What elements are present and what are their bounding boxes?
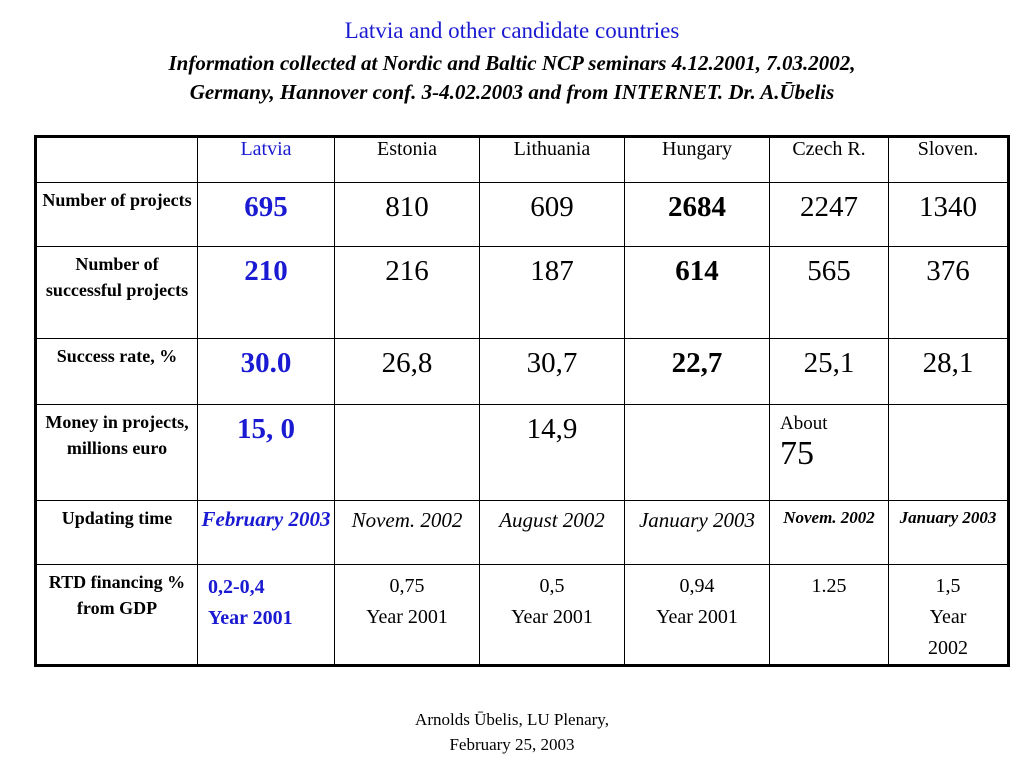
- header-slovenia: Sloven.: [889, 137, 1009, 183]
- rtd-lithuania-value: 0,5: [539, 575, 565, 597]
- czech-money-value: 75: [780, 435, 814, 472]
- rtd-lithuania-year: Year 2001: [511, 606, 593, 628]
- cell-estonia: 810: [335, 183, 480, 247]
- page-subtitle: [60, 49, 964, 107]
- cell-estonia: Novem. 2002: [335, 501, 480, 565]
- cell-slovenia: [889, 405, 1009, 501]
- cell-latvia: 30.0: [198, 339, 335, 405]
- table-row: [36, 405, 1009, 501]
- rtd-estonia-year: Year 2001: [366, 606, 448, 628]
- cell-hungary: 614: [625, 247, 770, 339]
- cell-slovenia: 1340: [889, 183, 1009, 247]
- header-row: [36, 137, 1009, 183]
- row-label-rtd: RTD financing % from GDP: [36, 565, 198, 666]
- cell-lithuania: 609: [480, 183, 625, 247]
- rtd-latvia-value: 0,2-0,4: [208, 576, 265, 598]
- cell-slovenia: [889, 565, 1009, 666]
- cell-czech: 565: [770, 247, 889, 339]
- rtd-slovenia-year-num: 2002: [928, 637, 968, 659]
- footer-author: Arnolds Ūbelis, LU Plenary,: [415, 710, 609, 729]
- table-row: [36, 183, 1009, 247]
- cell-czech: 2247: [770, 183, 889, 247]
- cell-lithuania: [480, 565, 625, 666]
- subtitle-line-2: Germany, Hannover conf. 3-4.02.2003 and from INTERNET. Dr. A.Ūbelis: [189, 80, 835, 104]
- cell-lithuania: August 2002: [480, 501, 625, 565]
- row-label-projects: Number of projects: [36, 183, 198, 247]
- cell-latvia: 15, 0: [198, 405, 335, 501]
- cell-hungary: January 2003: [625, 501, 770, 565]
- row-label-money: Money in projects, millions euro: [36, 405, 198, 501]
- rtd-latvia-year: Year 2001: [208, 607, 293, 629]
- cell-latvia: February 2003: [198, 501, 335, 565]
- cell-hungary: 22,7: [625, 339, 770, 405]
- footer: [0, 707, 1024, 757]
- table-row: [36, 339, 1009, 405]
- cell-czech: [770, 405, 889, 501]
- czech-about-label: About: [780, 413, 828, 434]
- cell-hungary: 2684: [625, 183, 770, 247]
- table-row: [36, 501, 1009, 565]
- rtd-estonia-value: 0,75: [389, 575, 425, 597]
- header-estonia: Estonia: [335, 137, 480, 183]
- cell-estonia: [335, 565, 480, 666]
- cell-latvia: 695: [198, 183, 335, 247]
- rtd-hungary-value: 0,94: [679, 575, 715, 597]
- row-label-success-rate: Success rate, %: [36, 339, 198, 405]
- cell-estonia: 26,8: [335, 339, 480, 405]
- cell-hungary: [625, 565, 770, 666]
- row-label-updating: Updating time: [36, 501, 198, 565]
- rtd-hungary-year: Year 2001: [656, 606, 738, 628]
- cell-lithuania: 187: [480, 247, 625, 339]
- cell-lithuania: 30,7: [480, 339, 625, 405]
- cell-estonia: 216: [335, 247, 480, 339]
- header-czech: Czech R.: [770, 137, 889, 183]
- table-row: [36, 565, 1009, 666]
- row-label-successful: Number of successful projects: [36, 247, 198, 339]
- subtitle-line-1: Information collected at Nordic and Baltic NCP seminars 4.12.2001, 7.03.2002,: [168, 51, 856, 75]
- table-row: [36, 247, 1009, 339]
- cell-czech: 25,1: [770, 339, 889, 405]
- header-empty: [36, 137, 198, 183]
- page-title: Latvia and other candidate countries: [344, 18, 680, 43]
- rtd-slovenia-value: 1,5: [935, 575, 961, 597]
- cell-slovenia: January 2003: [889, 501, 1009, 565]
- header-latvia: Latvia: [198, 137, 335, 183]
- cell-latvia: 210: [198, 247, 335, 339]
- cell-latvia: [198, 565, 335, 666]
- cell-czech: Novem. 2002: [770, 501, 889, 565]
- rtd-czech-value: 1.25: [811, 575, 847, 597]
- cell-hungary: [625, 405, 770, 501]
- header-hungary: Hungary: [625, 137, 770, 183]
- cell-slovenia: 28,1: [889, 339, 1009, 405]
- cell-czech: [770, 565, 889, 666]
- footer-date: February 25, 2003: [449, 735, 575, 754]
- comparison-table: [34, 135, 1010, 667]
- rtd-slovenia-year: Year: [929, 606, 967, 628]
- cell-estonia: [335, 405, 480, 501]
- cell-lithuania: 14,9: [480, 405, 625, 501]
- header-lithuania: Lithuania: [480, 137, 625, 183]
- cell-slovenia: 376: [889, 247, 1009, 339]
